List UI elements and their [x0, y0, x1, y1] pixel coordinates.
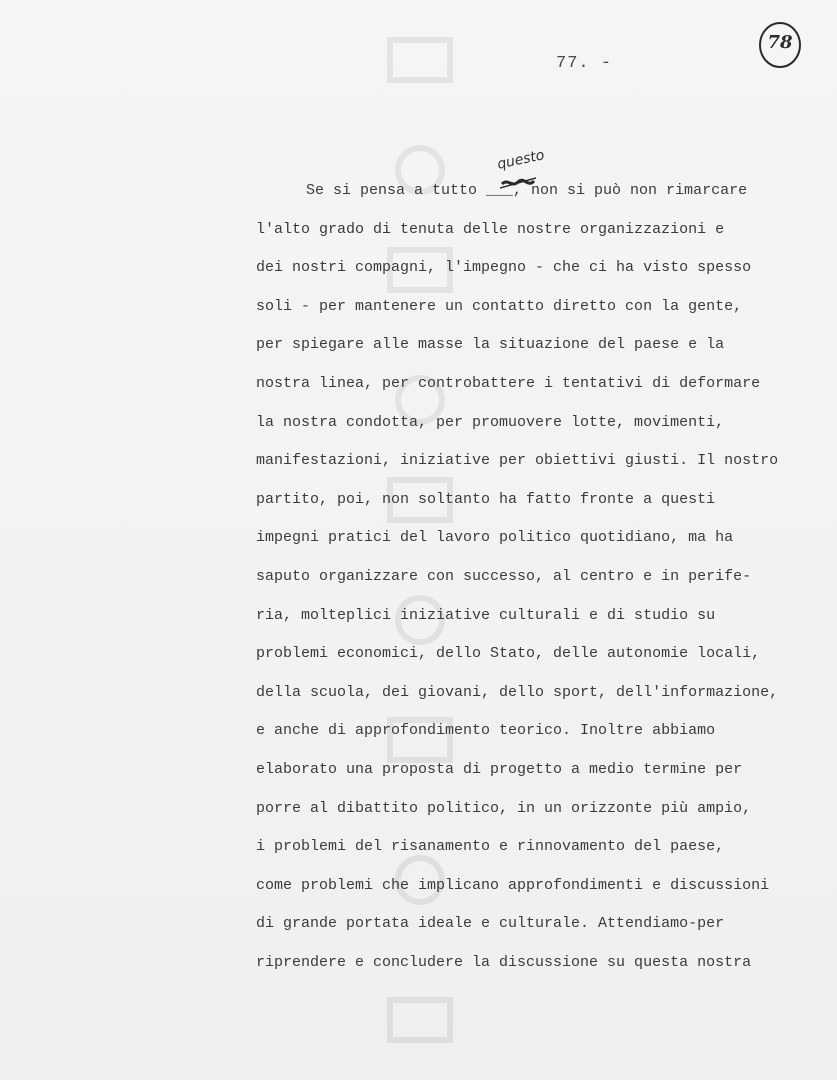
text-line: manifestazioni, iniziative per obiettivi giusti. Il nostro [256, 452, 779, 470]
text-line: della scuola, dei giovani, dello sport, dell'informazione, [256, 683, 779, 701]
text-line: dei nostri compagni, l'impegno - che ci ha visto spesso [256, 259, 752, 277]
text-line: problemi economici, dello Stato, delle autonomie locali, [256, 645, 761, 663]
text-line: porre al dibattito politico, in un orizzonte più ampio, [256, 799, 752, 817]
text-line: l'alto grado di tenuta delle nostre organizzazioni e [256, 220, 725, 238]
text-line: elaborato una proposta di progetto a medio termine per [256, 760, 743, 778]
text-line: nostra linea, per controbattere i tentativi di deformare [256, 374, 761, 392]
text-line: i problemi del risanamento e rinnovamento del paese, [256, 838, 725, 856]
text-line: di grande portata ideale e culturale. Attendiamo-per [256, 915, 725, 933]
text-line: riprendere e concludere la discussione su questa nostra [256, 953, 752, 971]
text-line: soli - per mantenere un contatto diretto con la gente, [256, 297, 743, 315]
text-line: e anche di approfondimento teorico. Inoltre abbiamo [256, 722, 716, 740]
text-line: ria, molteplici iniziative culturali e di studio su [256, 606, 716, 624]
handwritten-insertion: questo [495, 147, 546, 173]
archive-number: 78 [767, 32, 793, 53]
text-line: come problemi che implicano approfondimenti e discussioni [256, 876, 770, 894]
archive-stamp [757, 20, 803, 70]
text-line: impegni pratici del lavoro politico quotidiano, ma ha [256, 529, 734, 547]
text-line: per spiegare alle masse la situazione del paese e la [256, 336, 725, 354]
text-line: partito, poi, non soltanto ha fatto fronte a questi [256, 490, 716, 508]
text-line: Se si pensa a tutto ___, non si può non rimarcare [306, 182, 748, 199]
text-line: saputo organizzare con successo, al centro e in perife- [256, 567, 752, 585]
body-paragraph [256, 172, 826, 982]
text-line: la nostra condotta, per promuovere lotte, movimenti, [256, 413, 725, 431]
page-number: 77. - [556, 54, 613, 73]
